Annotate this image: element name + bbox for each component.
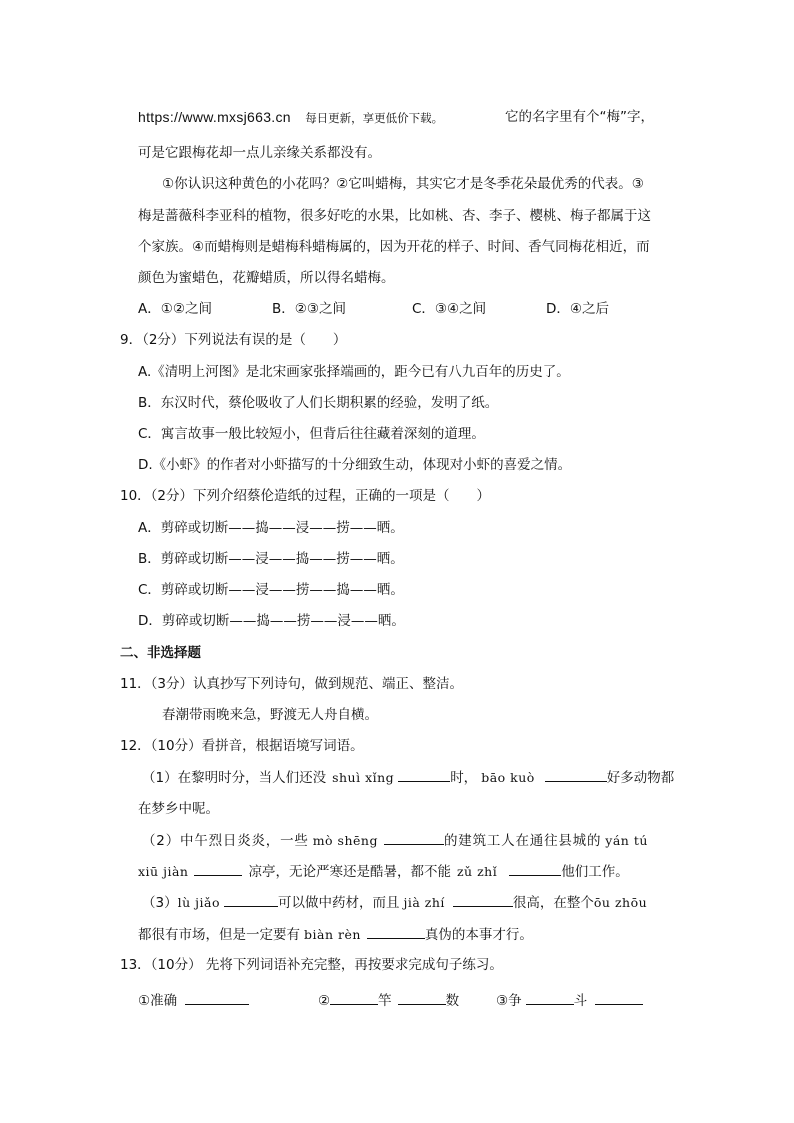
q10-option-b: B．剪碎或切断——浸——捣——捞——晒。 (138, 551, 404, 567)
q9-option-a: A.《清明上河图》是北宋画家张择端画的，距今已有八九百年的历史了。 (138, 364, 570, 380)
q13-stem: 13．（10分） 先将下列词语补充完整，再按要求完成句子练习。 (120, 957, 503, 973)
passage-line-1: 它的名字里有个“梅”字， (505, 109, 654, 125)
site-note: 每日更新，享更低价下载。 (305, 111, 444, 125)
q9-stem: 9．（2分）下列说法有误的是（ ） (120, 332, 347, 348)
answer-blank[interactable] (384, 830, 444, 845)
q12-line-5: （3）lù jiǎo 可以做中药材，而且 jià zhí 很高，在整个ōu zhōu (142, 892, 647, 913)
pinyin: xiū jiàn (138, 864, 189, 879)
q9-option-d: D.《小虾》的作者对小虾描写的十分细致生动，体现对小虾的喜爱之情。 (138, 457, 572, 473)
passage-line-2: 可是它跟梅花却一点儿亲缘关系都没有。 (138, 145, 381, 161)
q11-poem: 春潮带雨晚来急，野渡无人舟自横。 (162, 707, 378, 723)
pinyin: shuì xǐng (332, 770, 395, 785)
word-1-label: ①准确 (138, 993, 178, 1009)
answer-blank[interactable] (595, 990, 643, 1005)
pinyin: lù jiǎo (177, 895, 220, 910)
q10-option-c: C．剪碎或切断——浸——捞——捣——晒。 (138, 582, 404, 598)
q9-option-c: C．寓言故事一般比较短小，但背后往往藏着深刻的道理。 (138, 426, 485, 442)
passage-line-6: 颜色为蜜蜡色，花瓣蜡质，所以得名蜡梅。 (138, 270, 395, 286)
pinyin: jià zhí (403, 895, 445, 910)
answer-blank[interactable] (367, 924, 425, 939)
pinyin: zǔ zhǐ (456, 864, 498, 879)
pinyin: bāo kuò (481, 770, 535, 785)
answer-blank[interactable] (453, 892, 513, 907)
q12-line-2: 在梦乡中呢。 (138, 801, 219, 817)
answer-blank[interactable] (526, 990, 574, 1005)
pinyin: ōu zhōu (593, 895, 648, 910)
q9-option-b: B．东汉时代，蔡伦吸收了人们长期积累的经验，发明了纸。 (138, 395, 499, 411)
site-url[interactable]: https://www.mxsj663.cn (138, 109, 291, 125)
passage-line-3: ①你认识这种黄色的小花吗？②它叫蜡梅，其实它才是冬季花朵最优秀的代表。③ (162, 176, 644, 192)
answer-blank[interactable] (545, 767, 607, 782)
answer-blank[interactable] (330, 990, 378, 1005)
answer-blank[interactable] (194, 861, 242, 876)
q12-stem: 12．（10分）看拼音，根据语境写词语。 (120, 738, 364, 754)
section-heading: 二、非选择题 (120, 645, 201, 661)
answer-blank[interactable] (509, 861, 561, 876)
q10-option-a: A．剪碎或切断——捣——浸——捞——晒。 (138, 520, 404, 536)
pinyin: yán tú (605, 833, 648, 848)
q12-line-4: xiū jiàn 凉亭，无论严寒还是酷暑，都不能 zǔ zhǐ 他们工作。 (138, 861, 629, 882)
passage-line-5: 个家族。④而蜡梅则是蜡梅科蜡梅属的，因为开花的样子、时间、香气同梅花相近，而 (138, 239, 650, 255)
q8-option-c: C．③④之间 (412, 301, 487, 317)
q13-words (138, 990, 249, 1011)
answer-blank[interactable] (398, 990, 446, 1005)
answer-blank[interactable] (185, 990, 249, 1005)
q12-line-3: （2）中午烈日炎炎，一些 mò shēng 的建筑工人在通往县城的 yán tú (142, 830, 648, 851)
header-line (138, 107, 443, 128)
q8-option-a: A．①②之间 (138, 301, 212, 317)
passage-line-4: 梅是蔷薇科李亚科的植物，很多好吃的水果，比如桃、杏、李子、樱桃、梅子都属于这 (138, 208, 651, 224)
q13-word-2: ② 竿 数 (318, 990, 459, 1011)
answer-blank[interactable] (224, 892, 278, 907)
q8-option-b: B．②③之间 (272, 301, 346, 317)
pinyin: mò shēng (312, 833, 378, 848)
q13-word-3: ③争 斗 (496, 990, 643, 1011)
q12-line-6: 都很有市场，但是一定要有 biàn rèn 真伪的本事才行。 (138, 924, 533, 945)
q10-stem: 10．（2分）下列介绍蔡伦造纸的过程，正确的一项是（ ） (120, 488, 491, 504)
q11-stem: 11．（3分）认真抄写下列诗句，做到规范、端正、整洁。 (120, 676, 464, 692)
q12-line-1: （1）在黎明时分，当人们还没 shuì xǐng 时， bāo kuò 好多动物都 (142, 767, 674, 788)
answer-blank[interactable] (398, 767, 450, 782)
q10-option-d: D．剪碎或切断——捣——捞——浸——晒。 (138, 613, 405, 629)
q8-option-d: D．④之后 (546, 301, 609, 317)
pinyin: biàn rèn (304, 927, 361, 942)
